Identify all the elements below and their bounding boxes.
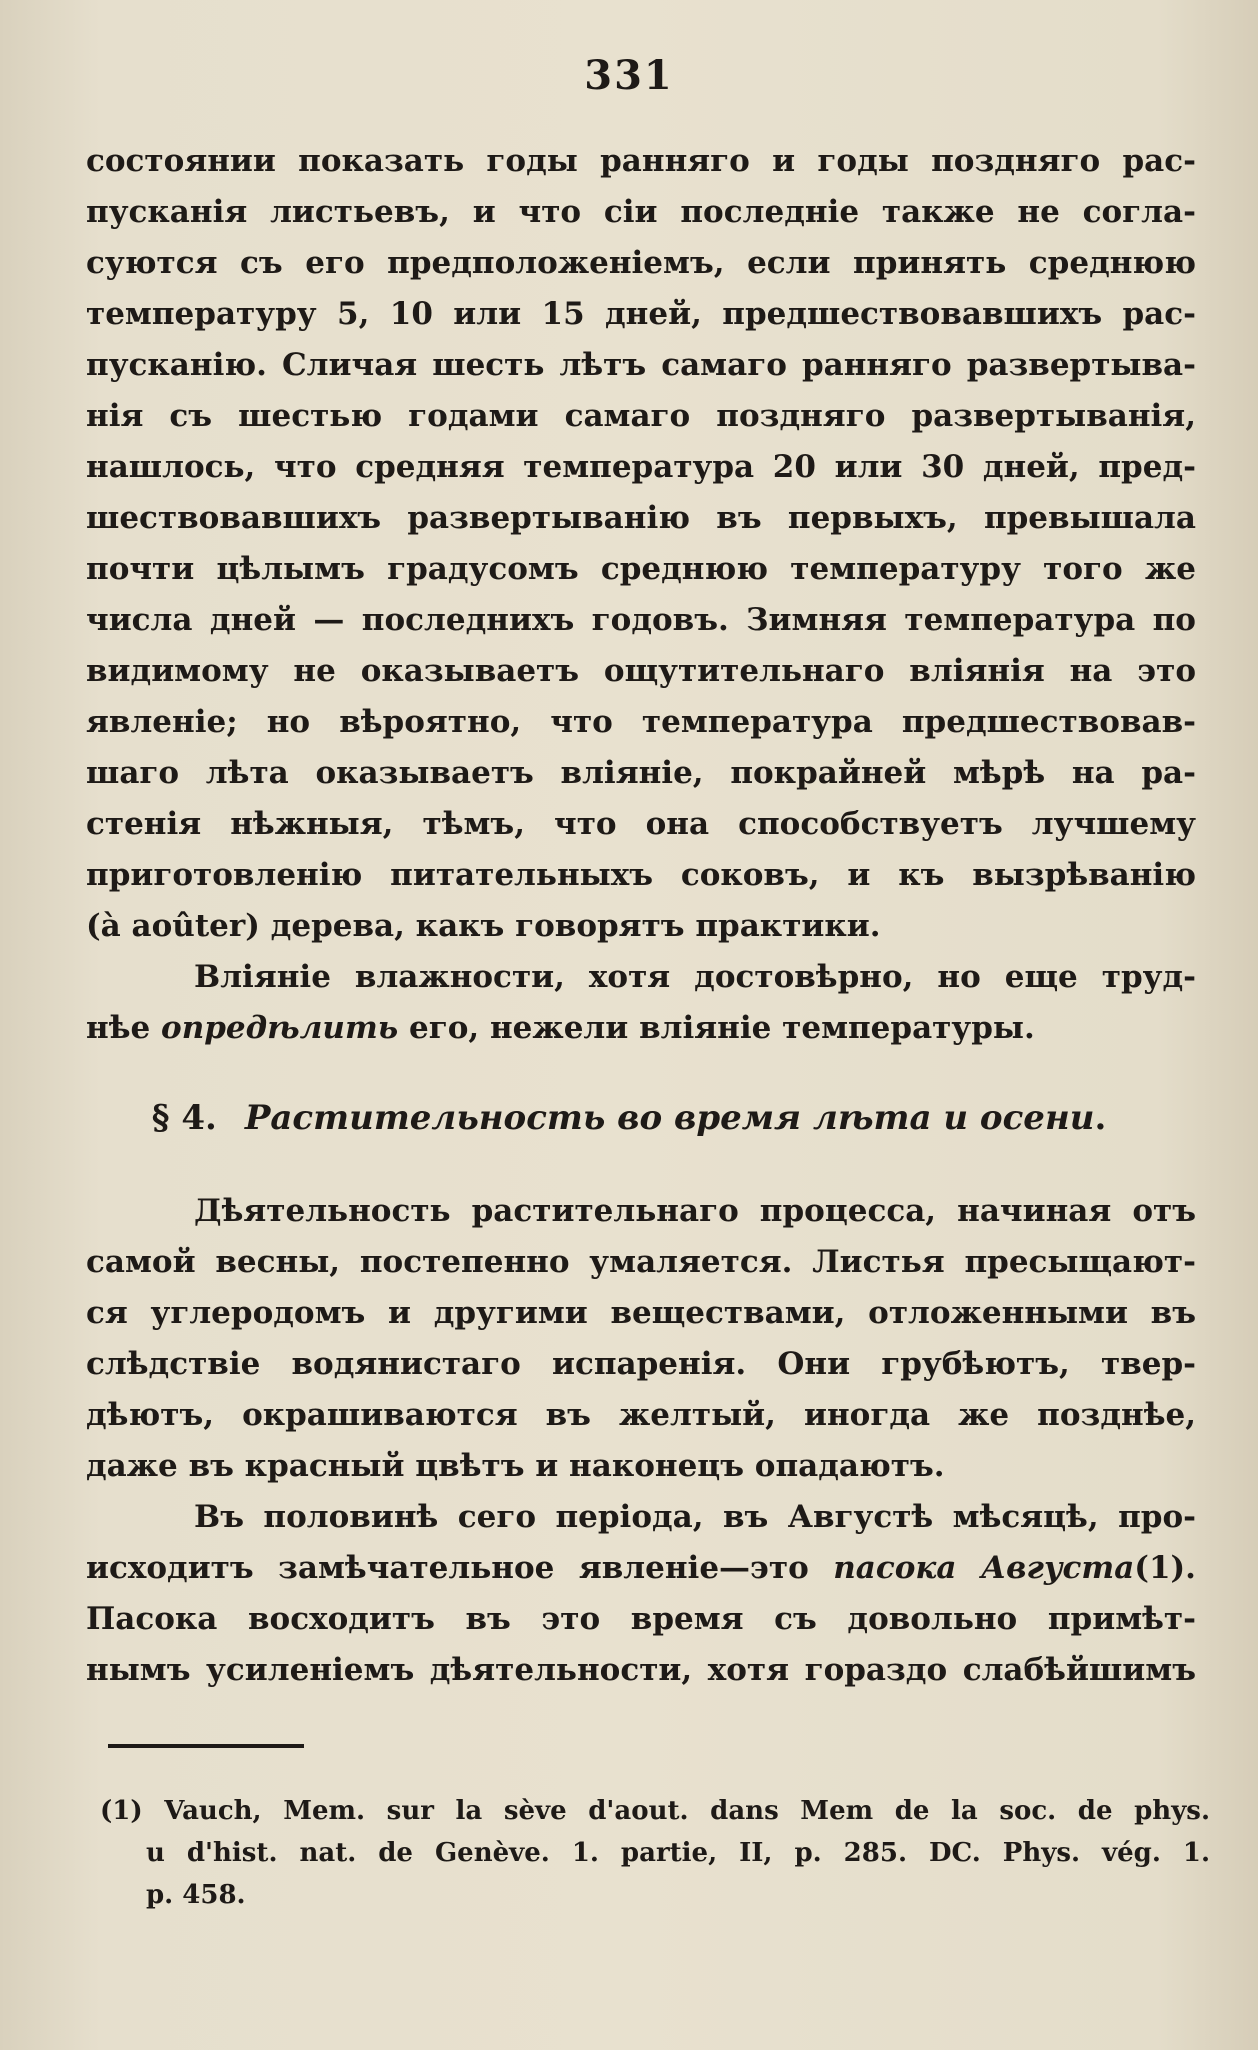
text-line: (à aoûter) дерева, какъ говорятъ практики. [86, 908, 881, 944]
text-line: дѣютъ, окрашиваются въ желтый, иногда же позднѣе, [86, 1397, 1196, 1433]
text-line: Дѣятельность растительнаго процесса, начиная отъ [194, 1193, 1196, 1229]
text-line: даже въ красный цвѣтъ и наконецъ опадаютъ. [86, 1448, 945, 1484]
footnote-line: p. 458. [146, 1880, 246, 1910]
footnote-line: (1) Vauch, Mem. sur la sève d'aout. dans Mem de la soc. de phys. [100, 1796, 1210, 1826]
text-line: числа дней — последнихъ годовъ. Зимняя температура по [86, 602, 1196, 638]
text-line: нія съ шестью годами самаго поздняго развертыванія, [86, 398, 1196, 434]
section-title: Растительность во время лѣта и осени [244, 1098, 1095, 1138]
text-line: Въ половинѣ сего періода, въ Августѣ мѣсяцѣ, про- [194, 1499, 1196, 1535]
text-fragment: исходитъ замѣчательное явленіе—это [86, 1550, 809, 1586]
italic-term: пасока Августа [833, 1550, 1135, 1586]
text-line: шаго лѣта оказываетъ вліяніе, покрайней мѣрѣ на ра- [86, 755, 1196, 791]
paragraph-4 [86, 1492, 1196, 1696]
page-number: 331 [584, 52, 674, 99]
text-line [86, 1543, 1196, 1594]
text-line: нымъ усиленіемъ дѣятельности, хотя гораздо слабѣйшимъ [86, 1652, 1196, 1688]
text-line: стенія нѣжныя, тѣмъ, что она способствуетъ лучшему [86, 806, 1196, 842]
text-line: Пасока восходитъ въ это время съ довольно примѣт- [86, 1601, 1196, 1637]
text-line: ся углеродомъ и другими веществами, отложенными въ [86, 1295, 1196, 1331]
section-number: § 4. [151, 1098, 217, 1138]
paragraph-1 [86, 136, 1196, 952]
text-line: шествовавшихъ развертыванію въ первыхъ, превышала [86, 500, 1196, 536]
text-line: состоянии показать годы ранняго и годы поздняго рас- [86, 143, 1196, 179]
text-line: видимому не оказываетъ ощутительнаго вліянія на это [86, 653, 1196, 689]
text-line: слѣдствіе водянистаго испаренія. Они грубѣютъ, твер- [86, 1346, 1196, 1382]
text-fragment: нѣе [86, 1010, 151, 1046]
text-line: Вліяніе влажности, хотя достовѣрно, но еще труд- [194, 959, 1196, 995]
text-line: температуру 5, 10 или 15 дней, предшествовавшихъ рас- [86, 296, 1196, 332]
text-line: приготовленію питательныхъ соковъ, и къ вызрѣванію [86, 857, 1196, 893]
paragraph-3 [86, 1186, 1196, 1492]
text-line: пусканію. Сличая шесть лѣтъ самаго ранняго развертыва- [86, 347, 1196, 383]
italic-term: опредѣлить [161, 1010, 399, 1046]
section-heading [0, 1090, 1258, 1146]
text-line: почти цѣлымъ градусомъ среднюю температуру того же [86, 551, 1196, 587]
text-line: пусканія листьевъ, и что сіи последніе также не согла- [86, 194, 1196, 230]
footnote-line: u d'hist. nat. de Genève. 1. partie, II, p. 285. DC. Phys. vég. 1. [146, 1838, 1210, 1868]
text-line: явленіе; но вѣроятно, что температура предшествовав- [86, 704, 1196, 740]
text-fragment: его, нежели вліяніе температуры. [409, 1010, 1035, 1046]
text-line: нашлось, что средняя температура 20 или 30 дней, пред- [86, 449, 1196, 485]
section-title-dot: . [1094, 1098, 1107, 1138]
text-line: суются съ его предположеніемъ, если принять среднюю [86, 245, 1196, 281]
footnote-rule [108, 1744, 304, 1748]
text-line [86, 1003, 1196, 1054]
text-line: самой весны, постепенно умаляется. Листья пресыщают- [86, 1244, 1196, 1280]
footnote-reference: (1). [1134, 1550, 1196, 1586]
paragraph-2 [86, 952, 1196, 1054]
footnote [100, 1790, 1210, 1916]
